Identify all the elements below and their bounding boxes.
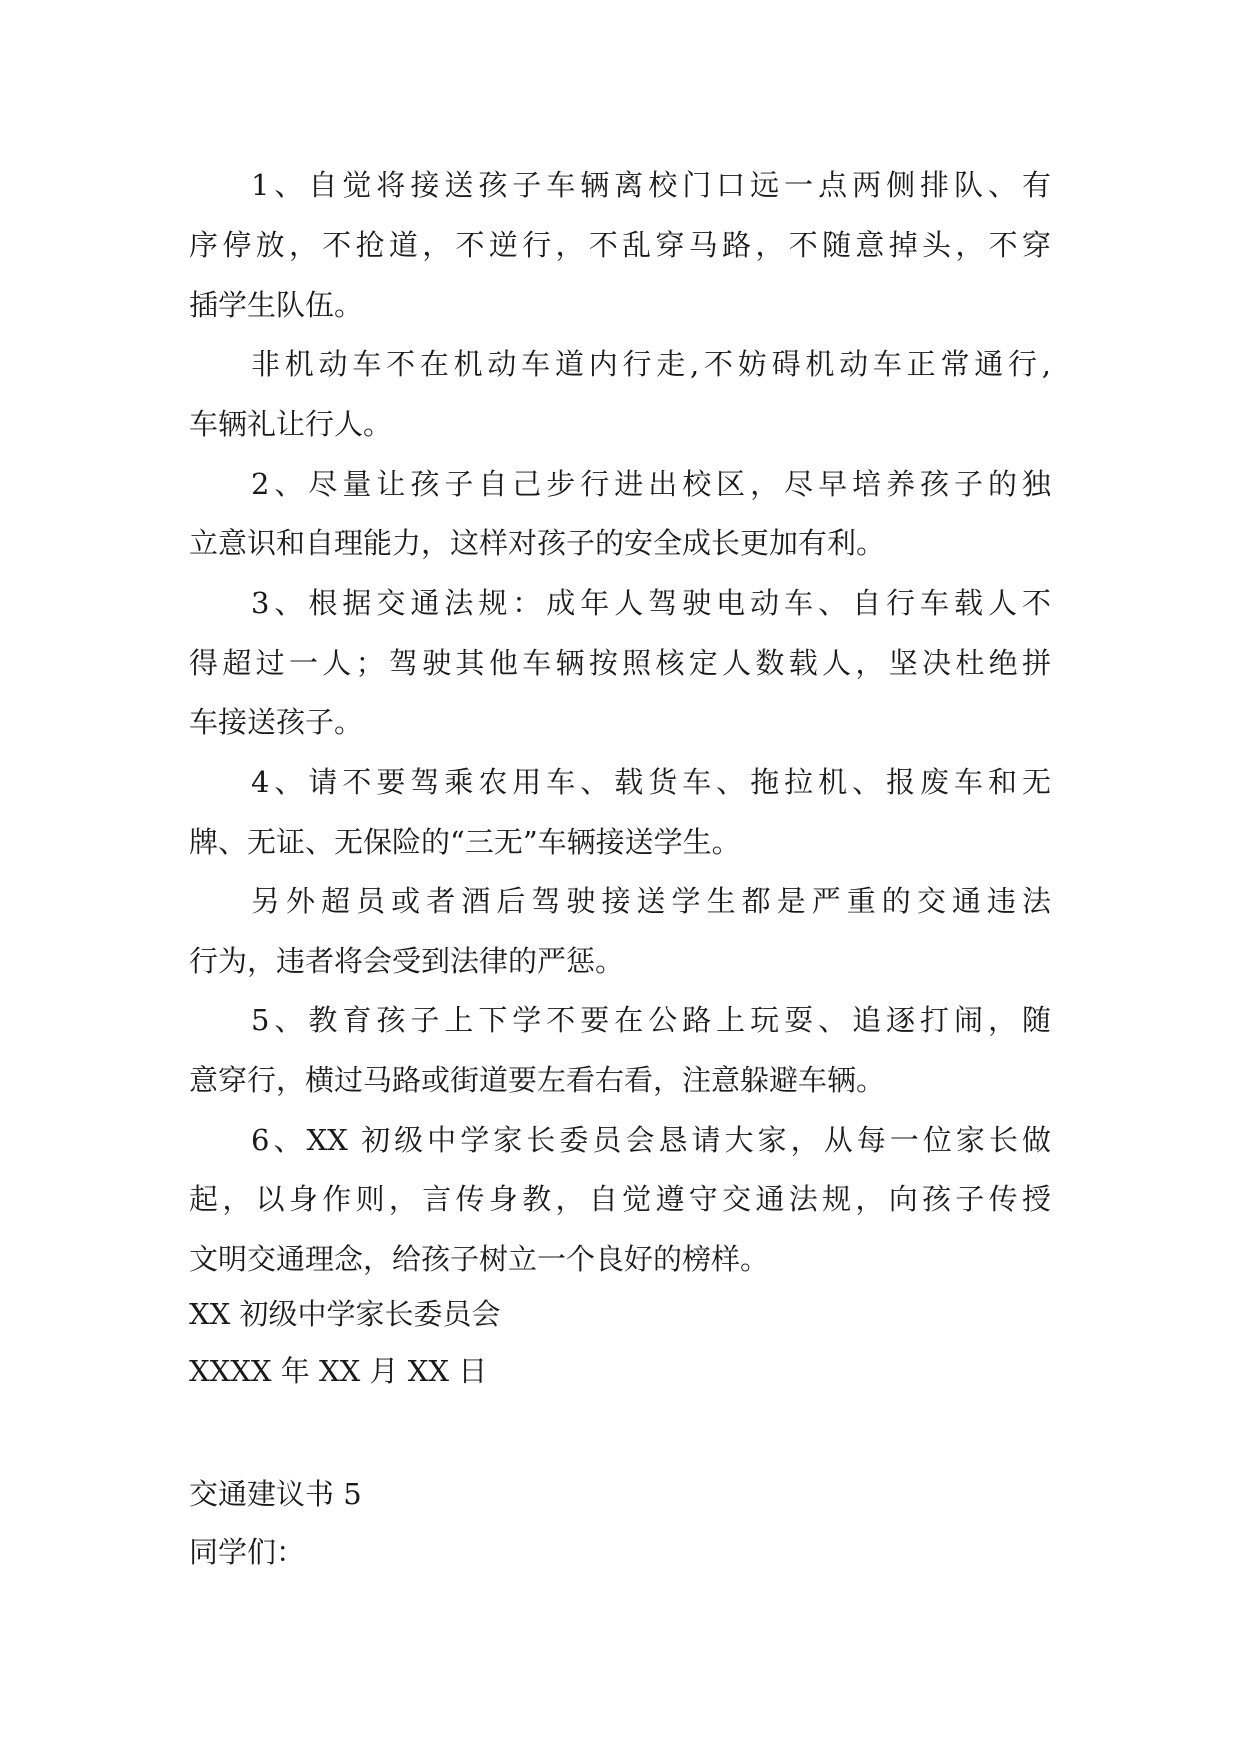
text-line: 车辆礼让行人。 [189,407,393,441]
text-line: 5、教育孩子上下学不要在公路上玩耍、追逐打闹，随 [251,1003,1051,1037]
text-line: 另外超员或者酒后驾驶接送学生都是严重的交通违法 [251,884,1051,918]
text-line: 文明交通理念，给孩子树立一个良好的榜样。 [189,1242,770,1276]
text-line: 序停放，不抢道，不逆行，不乱穿马路，不随意掉头，不穿 [189,228,1051,262]
text-line: 3、根据交通法规：成年人驾驶电动车、自行车载人不 [251,586,1051,620]
text-line: 非机动车不在机动车道内行走,不妨碍机动车正常通行, [251,347,1051,381]
section-title: 交通建议书 5 [189,1477,362,1511]
text-line: 插学生队伍。 [189,288,364,322]
text-line: 立意识和自理能力，这样对孩子的安全成长更加有利。 [189,526,886,560]
text-line: 1、自觉将接送孩子车辆离校门口远一点两侧排队、有 [251,168,1051,202]
salutation: 同学们： [189,1535,306,1569]
text-line: 车接送孩子。 [189,705,364,739]
signature-org: XX 初级中学家长委员会 [189,1297,501,1331]
text-line: 得超过一人；驾驶其他车辆按照核定人数载人，坚决杜绝拼 [189,646,1051,680]
text-line: 2、尽量让孩子自己步行进出校区，尽早培养孩子的独 [251,467,1051,501]
signature-date: XXXX 年 XX 月 XX 日 [189,1354,488,1388]
text-line: 牌、无证、无保险的“三无”车辆接送学生。 [189,825,741,859]
text-line: 4、请不要驾乘农用车、载货车、拖拉机、报废车和无 [251,765,1051,799]
text-line: 6、XX 初级中学家长委员会恳请大家，从每一位家长做 [251,1123,1051,1157]
text-line: 起，以身作则，言传身教，自觉遵守交通法规，向孩子传授 [189,1182,1051,1216]
text-line: 行为，违者将会受到法律的严惩。 [189,944,625,978]
text-line: 意穿行，横过马路或街道要左看右看，注意躲避车辆。 [189,1063,886,1097]
